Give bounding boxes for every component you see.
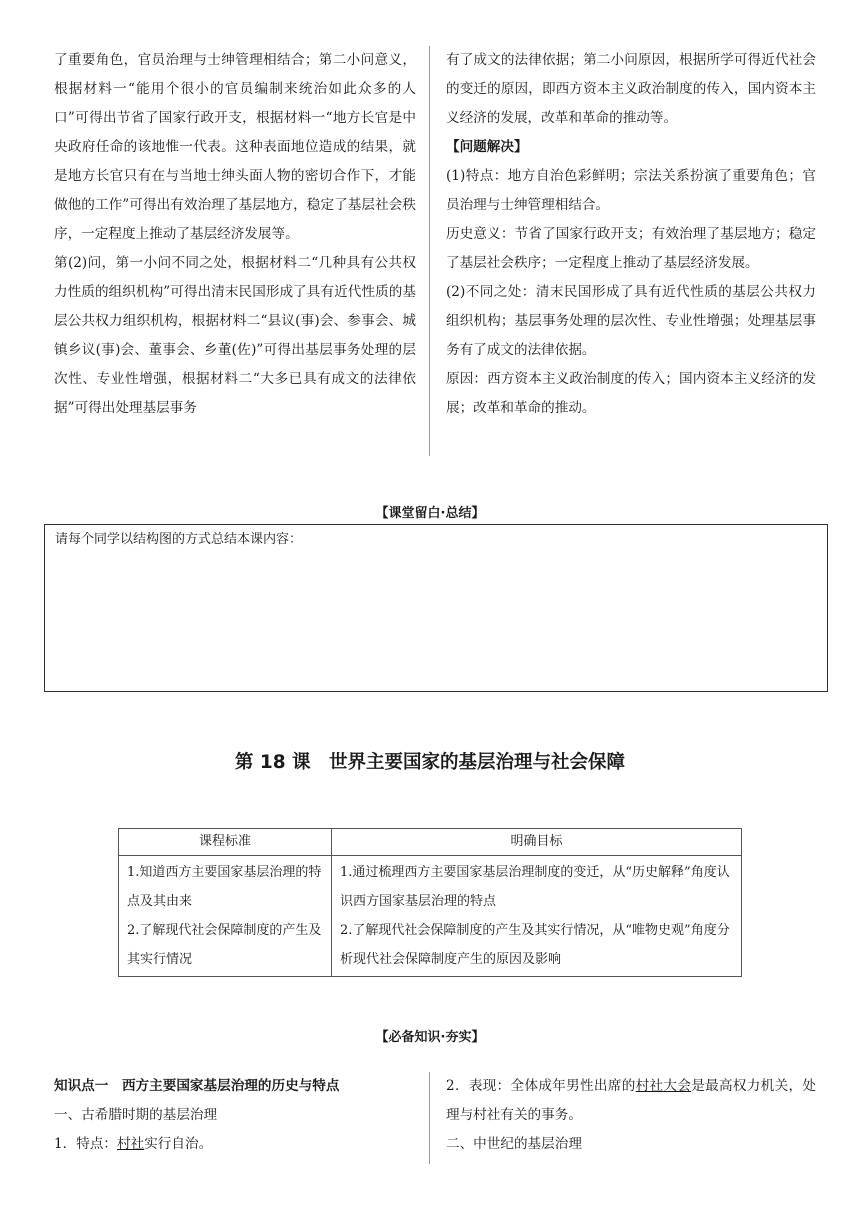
summary-heading: 【课堂留白·总结】 <box>375 506 485 521</box>
table-header: 明确目标 <box>332 829 742 856</box>
column-divider <box>429 1072 430 1164</box>
paragraph: 有了成文的法律依据；第二小问原因，根据所学可得近代社会的变迁的原因，即西方资本主义政治制度的传入，国内资本主义经济的发展，改革和革命的推动等。 <box>446 52 816 126</box>
standards-table <box>118 828 742 977</box>
item-text: 实行自治。 <box>144 1136 213 1152</box>
list-item <box>446 1072 816 1130</box>
knowledge-point-title: 知识点一 西方主要国家基层治理的历史与特点 <box>54 1078 340 1094</box>
top-left-column <box>54 46 416 423</box>
column-divider <box>429 46 430 456</box>
paragraph: 原因：西方资本主义政治制度的传入；国内资本主义经济的发展；改革和革命的推动。 <box>446 371 816 416</box>
table-cell <box>332 856 742 977</box>
paragraph: 了重要角色，官员治理与士绅管理相结合；第二小问意义，根据材料一“能用个很小的官员编制来统治如此众多的人口”可得出节省了国家行政开支，根据材料一“地方长官是中央政府任命的该地惟一代表。这种表面地位造成的结果，就是地方长官只有在与当地士绅头面人物的密切合作下，才能做他的工作”可得出有效治理了基层地方，稳定了基层社会秩序，一定程度上推动了基层经济发展等。 <box>54 52 416 242</box>
top-right-column <box>446 46 816 423</box>
item-text: 1．特点： <box>54 1136 118 1152</box>
list-item: 2.了解现代社会保障制度的产生及其实行情况，从“唯物史观”角度分析现代社会保障制度产生的原因及影响 <box>340 923 730 967</box>
list-item: 2.了解现代社会保障制度的产生及其实行情况 <box>127 923 322 967</box>
underlined-term: 村社 <box>117 1136 145 1152</box>
paragraph: (1)特点：地方自治色彩鲜明；宗法关系扮演了重要角色；官员治理与士绅管理相结合。 <box>446 168 816 213</box>
paragraph: (2)不同之处：清末民国形成了具有近代性质的基层公共权力组织机构；基层事务处理的层次性、专业性增强；处理基层事务有了成文的法律依据。 <box>446 284 816 358</box>
lesson-title: 第 18 课 世界主要国家的基层治理与社会保障 <box>234 752 626 773</box>
item-text: 是最高权力机关，处理与村社有关的事务。 <box>446 1078 816 1123</box>
table-header: 课程标准 <box>119 829 332 856</box>
summary-prompt: 请每个同学以结构图的方式总结本课内容： <box>55 532 303 547</box>
knowledge-left-column <box>54 1072 416 1159</box>
section-title: 【问题解决】 <box>446 139 528 155</box>
knowledge-right-column <box>446 1072 816 1159</box>
paragraph: 历史意义：节省了国家行政开支；有效治理了基层地方；稳定了基层社会秩序；一定程度上推动了基层经济发展。 <box>446 226 816 271</box>
list-item: 1.通过梳理西方主要国家基层治理制度的变迁，从“历史解释”角度认识西方国家基层治理的特点 <box>340 865 730 909</box>
table-cell <box>119 856 332 977</box>
underlined-term: 村社大会 <box>635 1078 692 1094</box>
item-text: 2．表现：全体成年男性出席的 <box>446 1078 636 1094</box>
knowledge-heading: 【必备知识·夯实】 <box>375 1030 485 1045</box>
sub-heading: 一、古希腊时期的基层治理 <box>54 1107 218 1123</box>
list-item: 1.知道西方主要国家基层治理的特点及其由来 <box>127 865 322 909</box>
list-item <box>54 1130 416 1159</box>
sub-heading: 二、中世纪的基层治理 <box>446 1136 582 1152</box>
summary-box[interactable] <box>44 524 828 692</box>
paragraph: 第(2)问，第一小问不同之处，根据材料二“几种具有公共权力性质的组织机构”可得出清末民国形成了具有近代性质的基层公共权力组织机构，根据材料二“县议(事)会、参事会、城镇乡议(事)会、董事会、乡董(佐)”可得出基层事务处理的层次性、专业性增强，根据材料二“大多已具有成文的法律依据”可得出处理基层事务 <box>54 255 416 416</box>
